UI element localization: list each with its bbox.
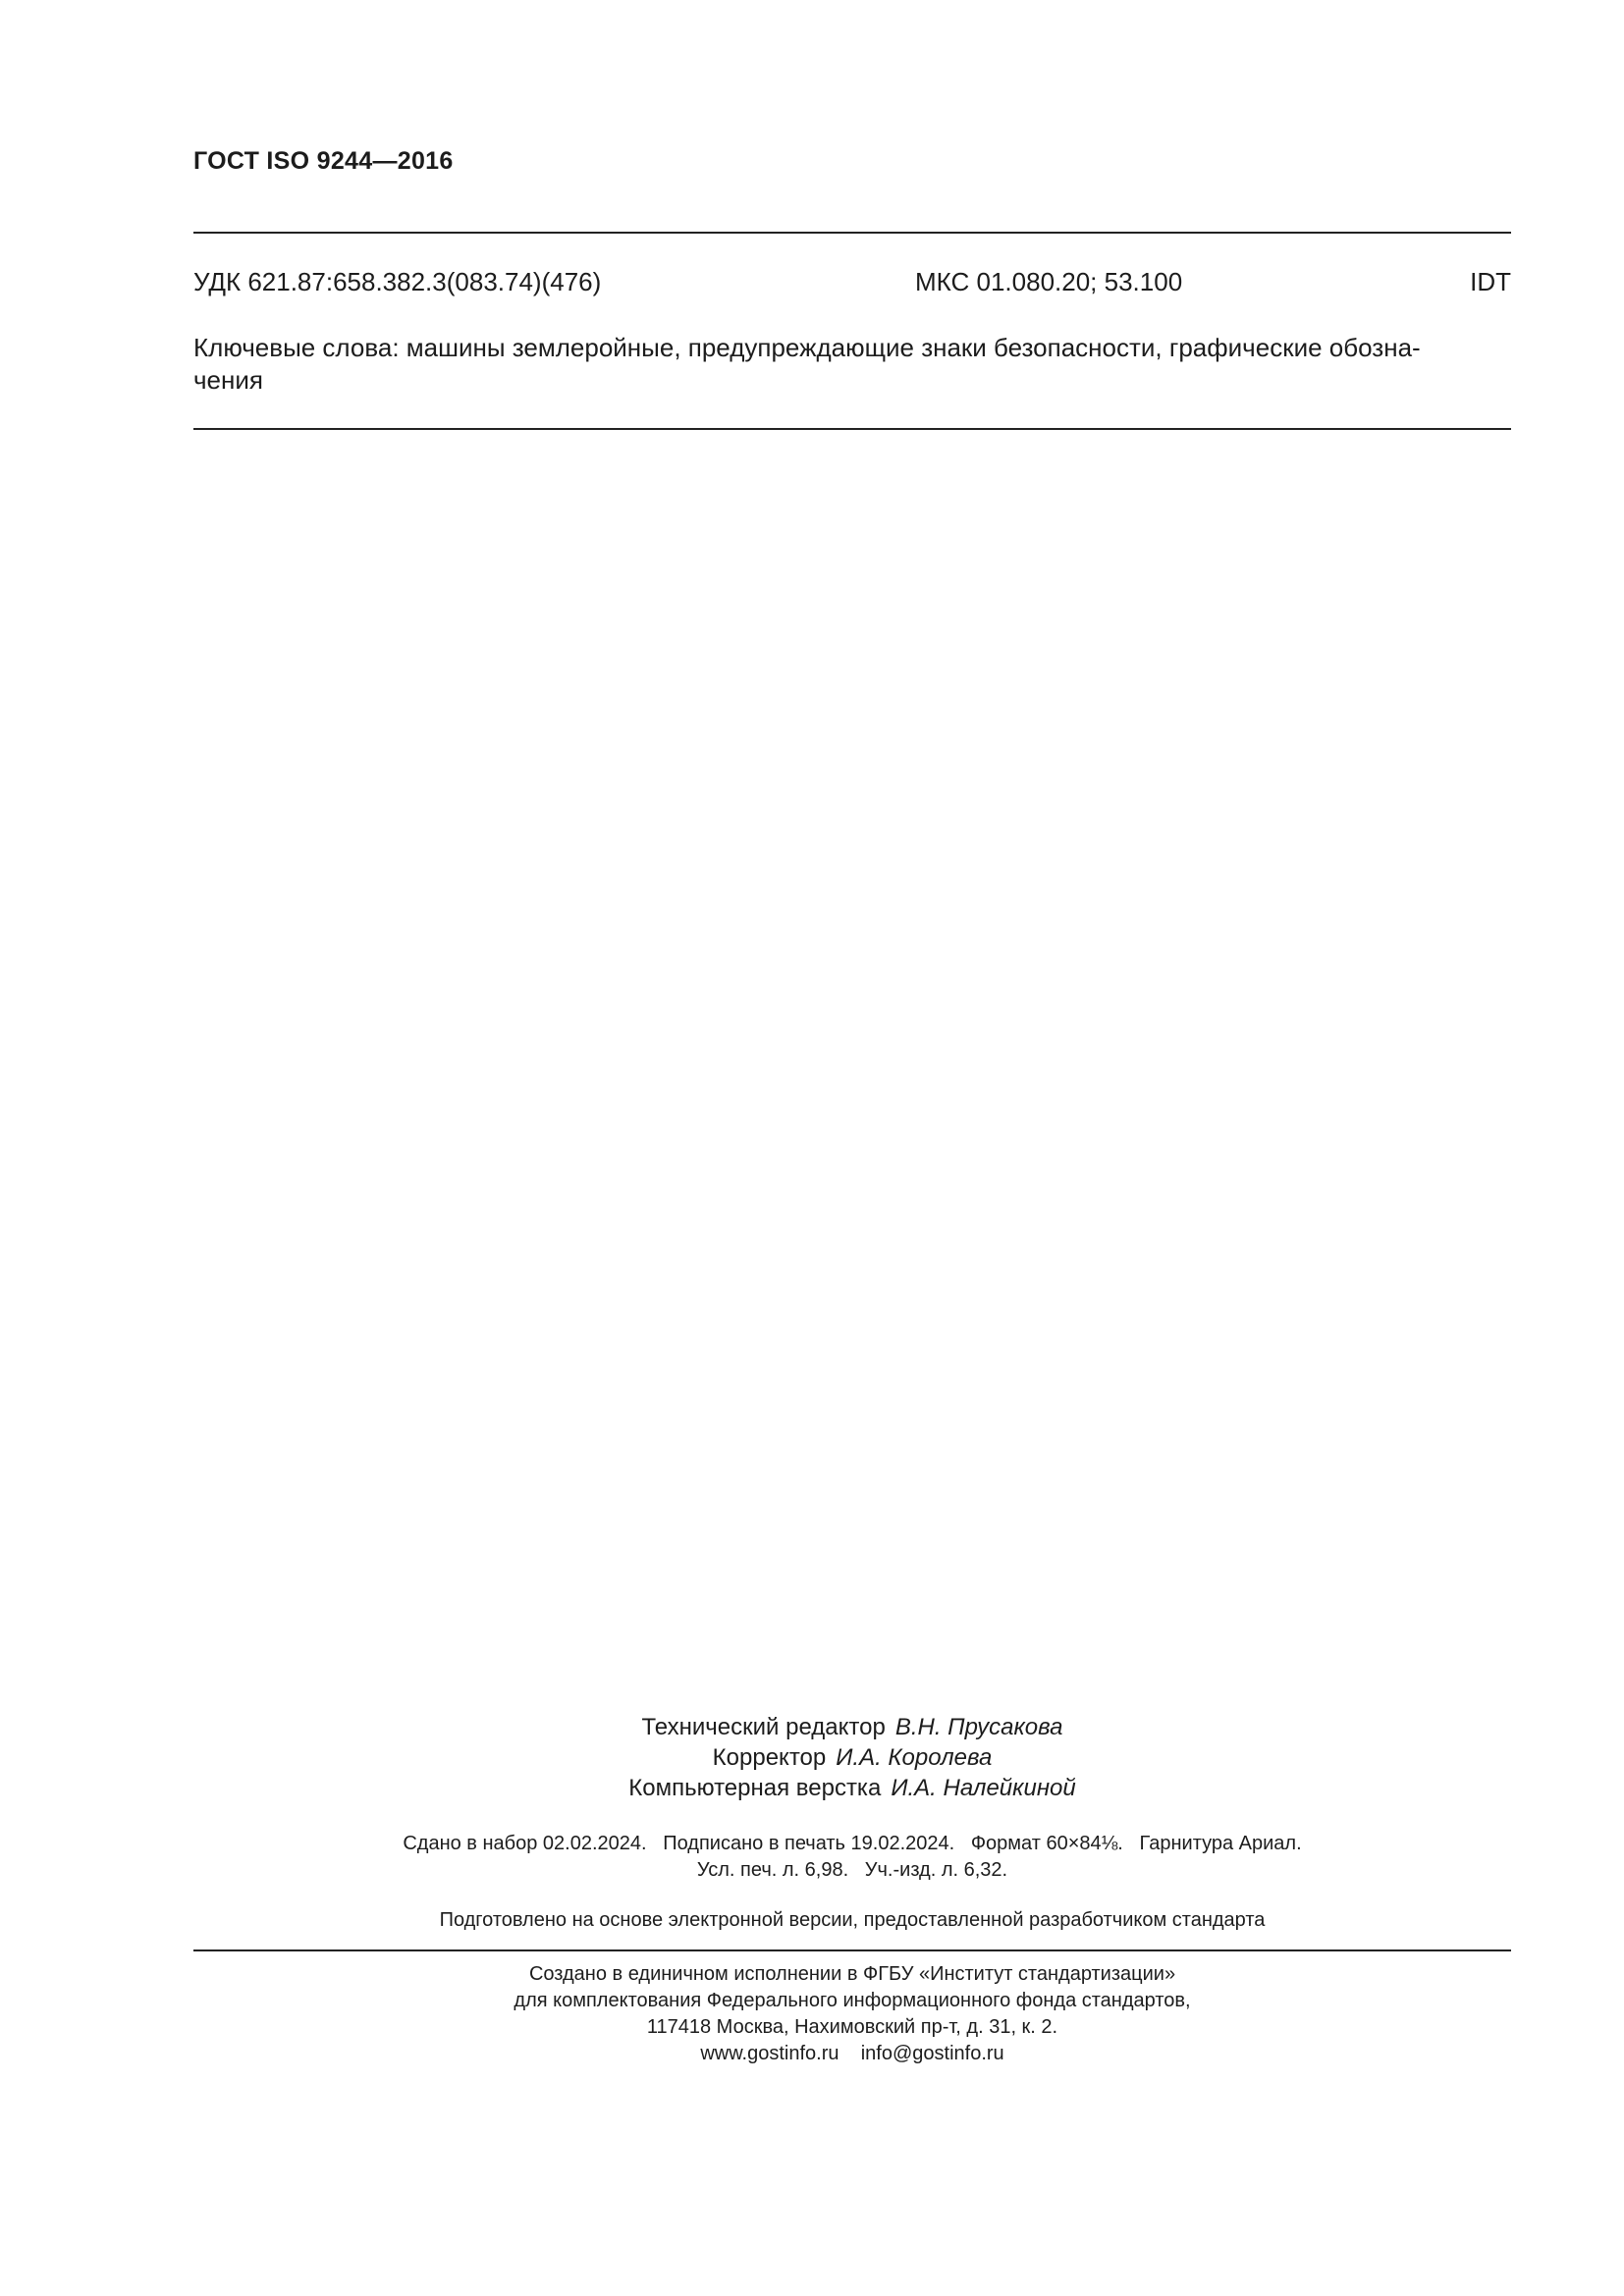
print-info-line-1: Сдано в набор 02.02.2024. Подписано в печать 19.02.2024. Формат 60×84⅛. Гарнитура Ариал. xyxy=(403,1833,1302,1854)
tech-editor-name: В.Н. Прусакова xyxy=(894,1714,1063,1740)
mks-code: МКС 01.080.20; 53.100 xyxy=(915,267,1183,296)
publisher-block xyxy=(193,1961,1511,2067)
print-info xyxy=(193,1831,1511,1884)
layout-label: Компьютерная верстка xyxy=(628,1775,882,1801)
proofreader-name: И.А. Королева xyxy=(836,1744,993,1771)
classification-row xyxy=(193,267,1511,300)
print-info-line-2: Усл. печ. л. 6,98. Уч.-изд. л. 6,32. xyxy=(696,1859,1008,1881)
publisher-divider xyxy=(193,1949,1511,1951)
layout-name: И.А. Налейкиной xyxy=(891,1775,1076,1801)
keywords-line-2: чения xyxy=(193,365,263,395)
proofreader-line xyxy=(193,1742,1511,1773)
keywords xyxy=(193,332,1511,397)
publisher-line-4: www.gostinfo.ru info@gostinfo.ru xyxy=(700,2043,1004,2064)
tech-editor-line xyxy=(193,1712,1511,1742)
keywords-line-1: Ключевые слова: машины землеройные, предупреждающие знаки безопасности, графические обозна- xyxy=(193,333,1421,362)
proofreader-label: Корректор xyxy=(712,1744,827,1771)
equivalence-code: IDT xyxy=(1470,267,1511,296)
standard-code: ГОСТ ISO 9244—2016 xyxy=(193,147,454,175)
udk-code: УДК 621.87:658.382.3(083.74)(476) xyxy=(193,267,602,296)
tech-editor-label: Технический редактор xyxy=(641,1714,886,1740)
prepared-note: Подготовлено на основе электронной версии, предоставленной разработчиком стандарта xyxy=(439,1909,1266,1931)
publisher-line-1: Создано в единичном исполнении в ФГБУ «Институт стандартизации» xyxy=(528,1963,1176,1985)
publisher-line-3: 117418 Москва, Нахимовский пр-т, д. 31, к. 2. xyxy=(646,2016,1058,2038)
keywords-divider xyxy=(193,428,1511,430)
top-divider xyxy=(193,232,1511,234)
publisher-line-2: для комплектования Федерального информационного фонда стандартов, xyxy=(514,1990,1191,2011)
layout-line xyxy=(193,1773,1511,1803)
credits-block xyxy=(193,1712,1511,1803)
